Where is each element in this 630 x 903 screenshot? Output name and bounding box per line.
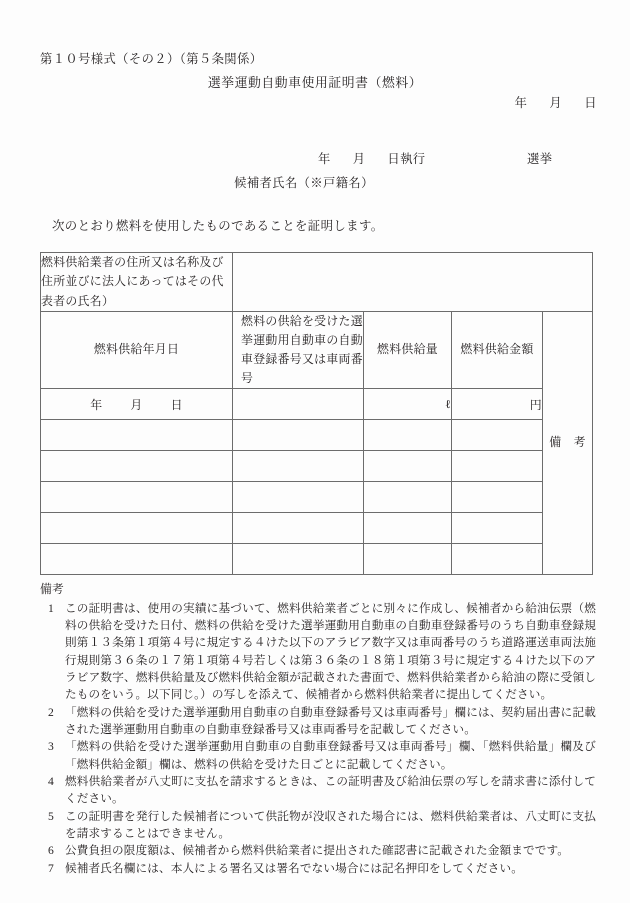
table-header-row <box>41 311 593 388</box>
notes-heading: 備考 <box>40 582 64 596</box>
note-text: この証明書を発行した候補者について供託物が没収された場合には、燃料供給業者は、八丈町に支払を請求することはできません。 <box>65 809 596 840</box>
note-item <box>40 860 596 877</box>
note-text: 燃料供給業者が八丈町に支払を請求するときは、この証明書及び給油伝票の写しを請求書に添付してください。 <box>65 774 596 806</box>
cell-supply-date[interactable] <box>41 544 233 575</box>
cell-fuel-amount[interactable] <box>364 451 452 482</box>
note-item <box>40 842 596 859</box>
cell-supply-date[interactable] <box>41 482 233 513</box>
supply-date-year: 年 <box>90 397 103 412</box>
election-date-line <box>0 149 630 167</box>
issue-date-line <box>515 93 597 111</box>
column-header-fuel-cost: 燃料供給金額 <box>452 311 543 388</box>
cell-vehicle-number[interactable] <box>233 389 364 420</box>
cell-supply-date[interactable] <box>41 451 233 482</box>
column-header-vehicle-number: 燃料の供給を受けた選挙運動用自動車の自動車登録番号又は車両番号 <box>233 311 364 388</box>
issue-date-month: 月 <box>549 96 563 110</box>
cell-fuel-amount[interactable] <box>364 544 452 575</box>
note-text: 「燃料の供給を受けた選挙運動用自動車の自動車登録番号又は車両番号」欄には、契約届出書に記載された選挙運動用自動車の自動車登録番号又は車両番号を記載してください。 <box>65 705 596 736</box>
note-item <box>40 600 596 704</box>
election-label: 選挙 <box>527 152 553 166</box>
cell-supply-date[interactable] <box>41 513 233 544</box>
election-month: 月 <box>352 152 366 166</box>
supply-date-day: 日 <box>170 397 183 412</box>
election-day-exec: 日執行 <box>387 152 426 166</box>
note-number: 4 <box>48 774 54 788</box>
cell-vehicle-number[interactable] <box>233 420 364 451</box>
cell-fuel-cost[interactable] <box>452 544 543 575</box>
note-number: 2 <box>48 705 54 719</box>
table-row <box>41 544 593 575</box>
cell-supply-date[interactable] <box>41 389 233 420</box>
issue-date-day: 日 <box>584 96 597 110</box>
cell-vehicle-number[interactable] <box>233 451 364 482</box>
column-header-supply-date: 燃料供給年月日 <box>41 311 233 388</box>
table-row-supplier <box>41 253 593 312</box>
supply-date-month: 月 <box>130 397 143 412</box>
note-item <box>40 808 596 843</box>
cell-fuel-cost[interactable]: 円 <box>452 389 543 420</box>
cell-fuel-cost[interactable] <box>452 451 543 482</box>
column-header-fuel-amount: 燃料供給量 <box>364 311 452 388</box>
table-row <box>41 451 593 482</box>
note-number: 7 <box>48 861 54 875</box>
document-title: 選挙運動自動車使用証明書（燃料） <box>207 76 423 90</box>
note-text: 公費負担の限度額は、候補者から燃料供給業者に提出された確認書に記載された金額までです。 <box>65 844 570 858</box>
note-item <box>40 773 596 808</box>
note-item <box>40 704 596 739</box>
note-item <box>40 738 596 773</box>
election-year: 年 <box>318 152 331 166</box>
cell-vehicle-number[interactable] <box>233 513 364 544</box>
table-row <box>41 389 593 420</box>
cell-fuel-amount[interactable] <box>364 420 452 451</box>
cell-fuel-amount[interactable] <box>364 482 452 513</box>
cell-fuel-cost[interactable] <box>452 482 543 513</box>
cell-fuel-cost[interactable] <box>452 420 543 451</box>
election-exec-date <box>318 149 426 167</box>
note-number: 1 <box>48 601 54 615</box>
issue-date-year: 年 <box>514 96 528 110</box>
fuel-usage-table <box>40 252 593 575</box>
cell-fuel-amount[interactable]: ℓ <box>364 389 452 420</box>
cell-fuel-cost[interactable] <box>452 513 543 544</box>
cell-supply-date[interactable] <box>41 420 233 451</box>
candidate-name-label: 候補者氏名（※戸籍名） <box>234 176 374 190</box>
note-number: 5 <box>48 809 54 823</box>
note-text: 「燃料の供給を受けた選挙運動用自動車の自動車登録番号又は車両番号」欄、「燃料供給量」欄及び「燃料供給金額」欄は、燃料の供給を受けた日ごとに記載してください。 <box>65 740 596 771</box>
fuel-usage-table-wrap <box>40 252 592 575</box>
note-text: この証明書は、使用の実績に基づいて、燃料供給業者ごとに別々に作成し、候補者から給油伝票（燃料の供給を受けた日付、燃料の供給を受けた選挙運動用自動車の自動車登録番号のうち自動車登録規則第１３条第１項第４号に規定する４けた以下のアラビア数字又は車両番号のうち道路運送車両法施行規則第３６条の１７第１項第４号若しくは第３６条の１８第１項第３号に規定する４けた以下のアラビア数字、燃料供給量及び燃料供給金額が記載された書面で、燃料供給業者から給油の際に受領したものをいう。以下同じ。）の写しを添えて、候補者から燃料供給業者に提出してください。 <box>65 601 596 702</box>
cell-vehicle-number[interactable] <box>233 482 364 513</box>
supplier-info-value[interactable] <box>233 253 593 312</box>
table-row <box>41 482 593 513</box>
certification-statement: 次のとおり燃料を使用したものであることを証明します。 <box>52 219 384 233</box>
table-row <box>41 420 593 451</box>
table-row <box>41 513 593 544</box>
form-code: 第１０号様式（その２）（第５条関係） <box>40 52 263 66</box>
notes-section <box>40 581 596 877</box>
supplier-info-label: 燃料供給業者の住所又は名称及び住所並びに法人にあってはその代表者の氏名） <box>41 253 233 312</box>
cell-vehicle-number[interactable] <box>233 544 364 575</box>
note-number: 3 <box>48 740 54 754</box>
cell-fuel-amount[interactable] <box>364 513 452 544</box>
note-text: 候補者氏名欄には、本人による署名又は署名でない場合には記名押印をしてください。 <box>65 861 524 875</box>
note-number: 6 <box>48 844 54 858</box>
column-header-remarks: 備 考 <box>543 311 593 574</box>
